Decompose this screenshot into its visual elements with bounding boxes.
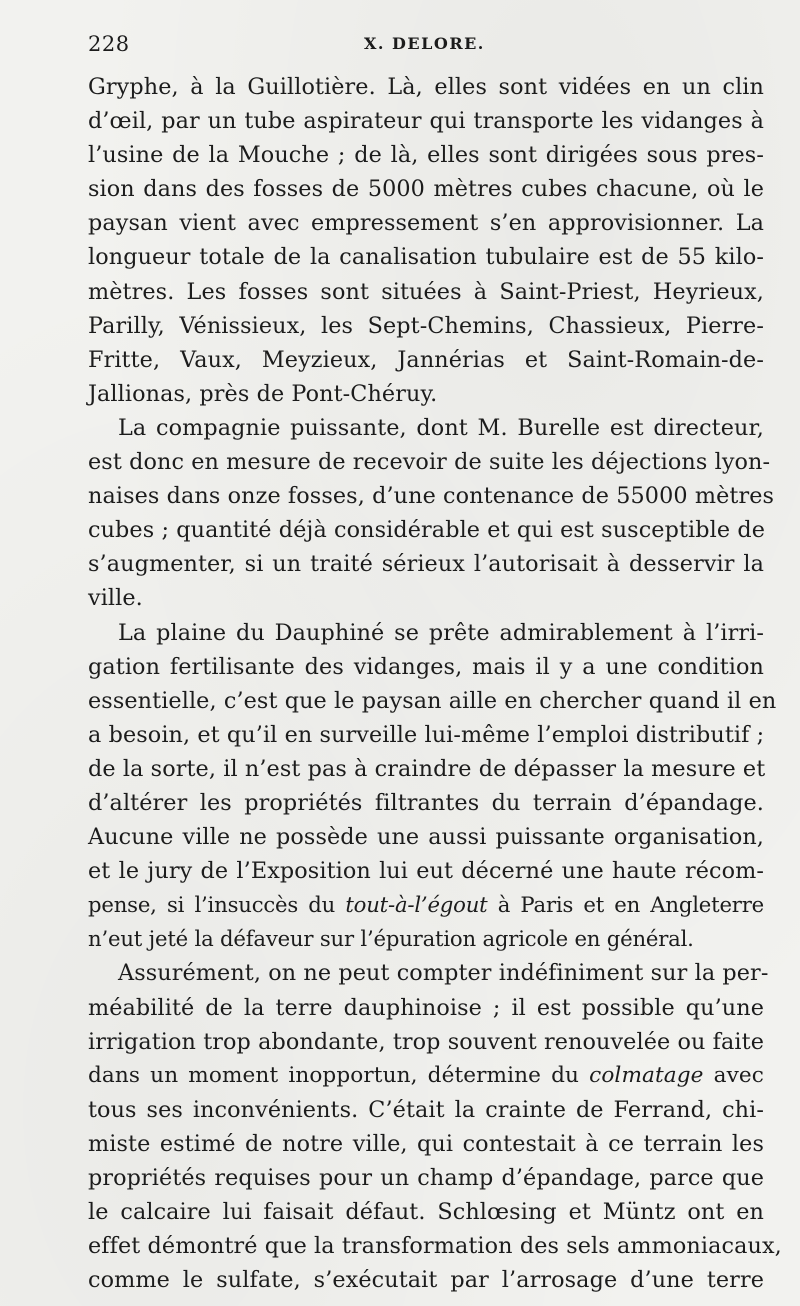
text-line: naises dans onze fosses, d’une contenance de 55000 mètres	[88, 483, 775, 510]
text-run: dans un moment inopportun, détermine du	[88, 1062, 590, 1088]
text-line: effet démontré que la transformation des sels ammoniacaux,	[88, 1233, 782, 1260]
text-line: longueur totale de la canalisation tubulaire est de 55 kilo-	[88, 244, 764, 271]
text-line: paysan vient avec empressement s’en approvisionner. La	[88, 210, 764, 237]
text-line: gation fertilisante des vidanges, mais il y a une condition	[88, 653, 764, 680]
text-line: Assurément, on ne peut compter indéfiniment sur la per-	[118, 960, 769, 987]
text-line-with-italic	[88, 888, 764, 922]
text-line: miste estimé de notre ville, qui contestait à ce terrain les	[88, 1130, 764, 1157]
italic-term: colmatage	[589, 1062, 704, 1088]
text-line: La compagnie puissante, dont M. Burelle est directeur,	[118, 414, 764, 441]
text-line: La plaine du Dauphiné se prête admirablement à l’irri-	[118, 619, 764, 646]
text-run: à Paris et en Angleterre	[487, 892, 764, 918]
text-line: d’œil, par un tube aspirateur qui transporte les vidanges à	[88, 108, 764, 135]
text-line: essentielle, c’est que le paysan aille en chercher quand il en	[88, 687, 777, 714]
text-line: méabilité de la terre dauphinoise ; il est possible qu’une	[88, 994, 764, 1021]
text-line: Fritte, Vaux, Meyzieux, Jannérias et Saint-Romain-de-	[88, 346, 764, 373]
text-line: et le jury de l’Exposition lui eut décerné une haute récom-	[88, 858, 764, 885]
text-line: irrigation trop abondante, trop souvent renouvelée ou faite	[88, 1028, 764, 1055]
running-title: X. DELORE.	[364, 34, 485, 53]
text-line: cubes ; quantité déjà considérable et qui est susceptible de	[88, 517, 766, 544]
text-run: pense, si l’insuccès du	[88, 892, 346, 918]
text-line: ville.	[88, 585, 143, 612]
text-line: sion dans des fosses de 5000 mètres cubes chacune, où le	[88, 176, 764, 203]
text-line: est donc en mesure de recevoir de suite les déjections lyon-	[88, 449, 771, 476]
text-line: Aucune ville ne possède une aussi puissante organisation,	[88, 824, 764, 851]
text-line: Parilly, Vénissieux, les Sept-Chemins, Chassieux, Pierre-	[88, 312, 764, 339]
text-line: propriétés requises pour un champ d’épandage, parce que	[88, 1165, 764, 1191]
text-line: Gryphe, à la Guillotière. Là, elles sont vidées en un clin	[88, 74, 764, 100]
text-run: avec	[703, 1062, 764, 1088]
running-head	[88, 32, 768, 56]
text-line: mètres. Les fosses sont situées à Saint-Priest, Heyrieux,	[88, 278, 764, 305]
text-line: a besoin, et qu’il en surveille lui-même l’emploi distributif ;	[88, 721, 765, 748]
text-line: le calcaire lui faisait défaut. Schlœsing et Müntz ont en	[88, 1199, 764, 1226]
italic-term: tout-à-l’égout	[345, 892, 488, 918]
text-line: s’augmenter, si un traité sérieux l’autorisait à desservir la	[88, 551, 764, 578]
body-text	[88, 70, 782, 1297]
text-line: n’eut jeté la défaveur sur l’épuration agricole en général.	[88, 926, 694, 952]
text-line-with-italic	[88, 1059, 764, 1093]
text-line: tous ses inconvénients. C’était la crainte de Ferrand, chi-	[88, 1096, 764, 1123]
text-line: comme le sulfate, s’exécutait par l’arrosage d’une terre	[88, 1267, 764, 1294]
text-line: Jallionas, près de Pont-Chéruy.	[88, 380, 438, 407]
page-number: 228	[88, 32, 130, 56]
text-line: de la sorte, il n’est pas à craindre de dépasser la mesure et	[88, 755, 766, 782]
text-line: l’usine de la Mouche ; de là, elles sont dirigées sous pres-	[88, 142, 764, 169]
text-line: d’altérer les propriétés filtrantes du terrain d’épandage.	[88, 789, 764, 816]
